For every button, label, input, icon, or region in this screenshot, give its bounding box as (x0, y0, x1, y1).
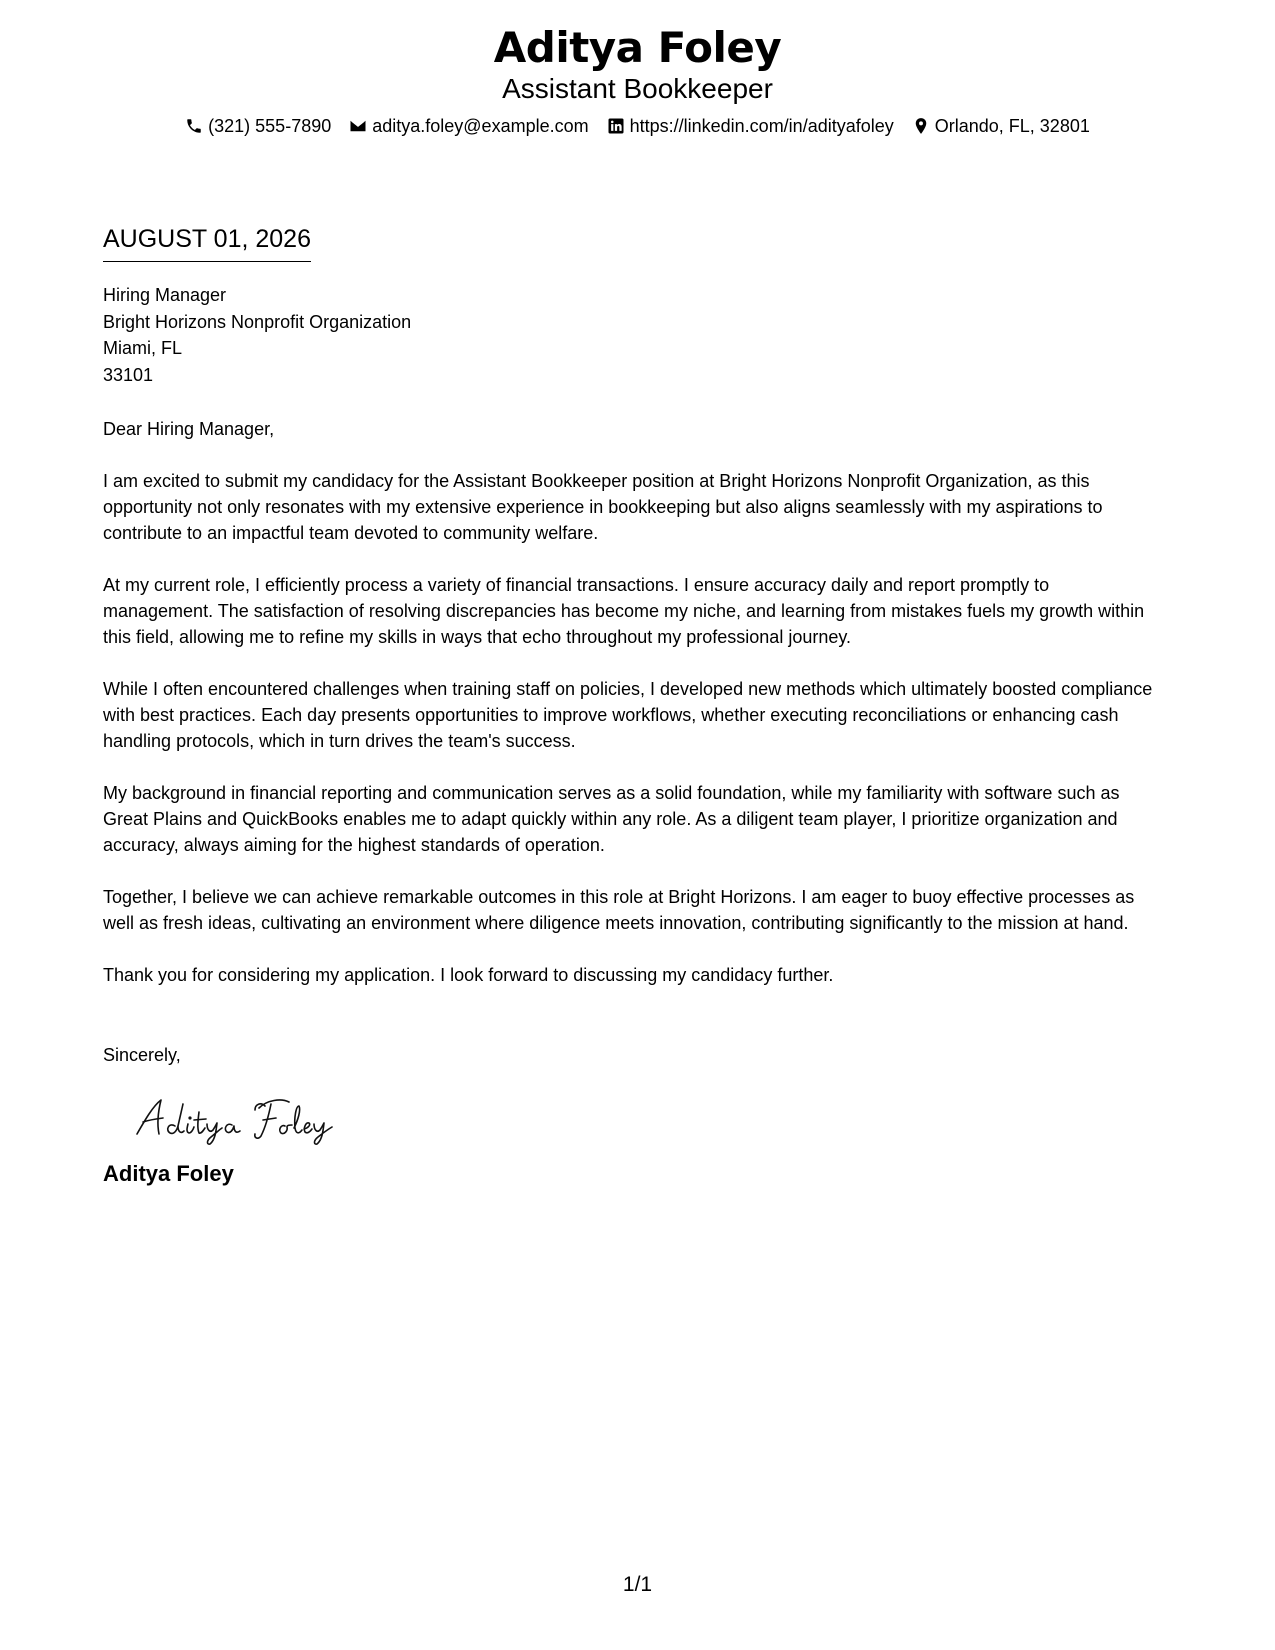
contact-linkedin[interactable] (607, 114, 894, 138)
contact-location (912, 114, 1090, 138)
linkedin-icon (607, 117, 625, 135)
phone-number: (321) 555-7890 (208, 116, 332, 136)
handwritten-signature (131, 1090, 341, 1146)
signer-name: Aditya Foley (103, 1161, 234, 1186)
recipient-block (103, 282, 1163, 388)
letter-date: AUGUST 01, 2026 (103, 222, 311, 262)
linkedin-url: https://linkedin.com/in/adityafoley (629, 116, 894, 136)
body-paragraph: I am excited to submit my candidacy for the Assistant Bookkeeper position at Bright Horizons Nonprofit Organization, as this opportunity not only resonates with my extensive experience in bookkeeping but also aligns seamlessly with my aspirations to contribute to an impactful team devoted to community welfare. (103, 471, 1103, 543)
body-paragraph: At my current role, I efficiently process a variety of financial transactions. I ensure accuracy daily and report promptly to management. The satisfaction of resolving discrepancies has become my niche, and learning from mistakes fuels my growth within this field, allowing me to refine my skills in ways that echo throughout my professional journey. (103, 575, 1145, 647)
map-pin-icon (912, 117, 930, 135)
contact-info (0, 114, 1275, 138)
letter-header (0, 22, 1275, 138)
applicant-name: Aditya Foley (493, 23, 782, 72)
page-number: 1/1 (622, 1573, 653, 1596)
salutation: Dear Hiring Manager, (103, 419, 275, 439)
closing: Sincerely, (103, 1045, 181, 1065)
body-paragraph: My background in financial reporting and communication serves as a solid foundation, while my familiarity with software such as Great Plains and QuickBooks enables me to adapt quickly within any role. As a diligent team player, I prioritize organization and accuracy, always aiming for the highest standards of operation. (103, 783, 1120, 855)
letter-body (103, 222, 1163, 1188)
recipient-name: Hiring Manager (103, 285, 227, 305)
signature-graphic (131, 1090, 341, 1146)
body-paragraph: Thank you for considering my application. I look forward to discussing my candidacy further. (103, 965, 834, 985)
location-text: Orlando, FL, 32801 (934, 116, 1090, 136)
email-address: aditya.foley@example.com (372, 116, 589, 136)
phone-icon (185, 117, 203, 135)
envelope-icon (349, 117, 367, 135)
recipient-zip: 33101 (103, 364, 154, 385)
contact-phone (185, 114, 331, 138)
contact-email[interactable] (349, 114, 588, 138)
recipient-company: Bright Horizons Nonprofit Organization (103, 311, 412, 332)
body-paragraph: While I often encountered challenges when training staff on policies, I developed new methods which ultimately boosted compliance with best practices. Each day presents opportunities to improve workflows, whether executing reconciliations or enhancing cash handling protocols, which in turn drives the team's success. (103, 679, 1153, 751)
recipient-city: Miami, FL (103, 338, 183, 358)
body-paragraph: Together, I believe we can achieve remarkable outcomes in this role at Bright Horizons. I am eager to buoy effective processes as well as fresh ideas, cultivating an environment where diligence meets innovation, contributing significantly to the mission at hand. (103, 887, 1135, 933)
applicant-title: Assistant Bookkeeper (502, 73, 773, 104)
